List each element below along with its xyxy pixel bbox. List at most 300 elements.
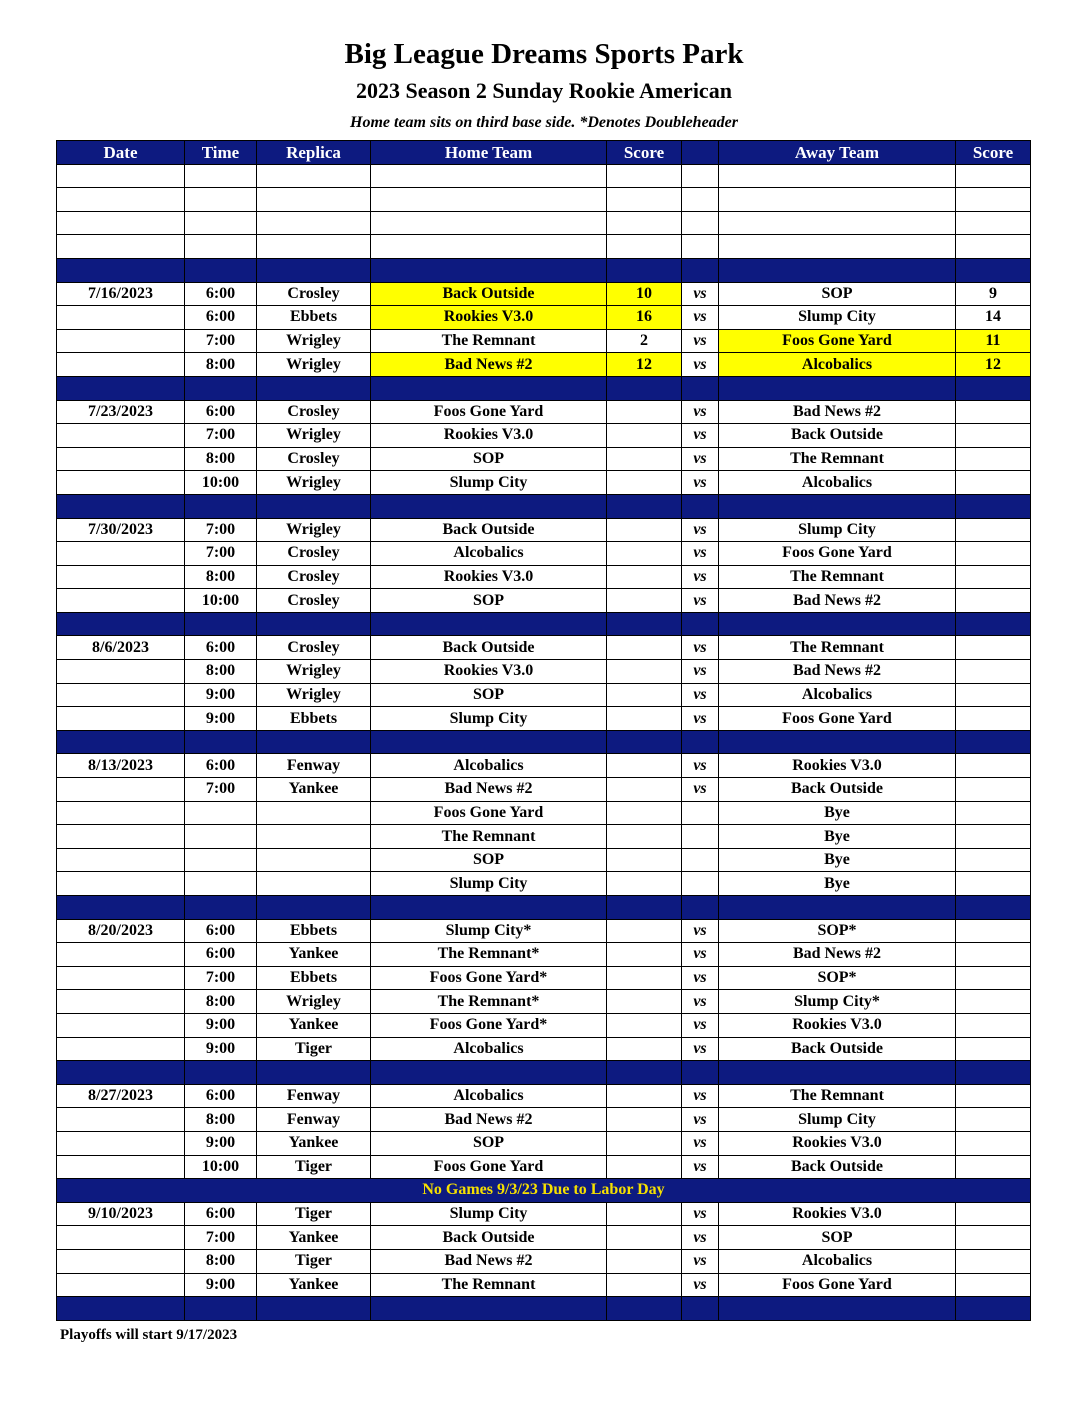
time-cell: 9:00 bbox=[185, 1131, 257, 1155]
empty-cell bbox=[719, 188, 956, 212]
date-cell bbox=[57, 872, 185, 896]
away-team-cell: Rookies V3.0 bbox=[719, 1013, 956, 1037]
separator-cell bbox=[185, 1061, 257, 1085]
away-score-cell bbox=[956, 683, 1031, 707]
date-cell bbox=[57, 1108, 185, 1132]
labor-day-notice: No Games 9/3/23 Due to Labor Day bbox=[57, 1179, 1031, 1203]
home-score-cell bbox=[607, 801, 682, 825]
separator-cell bbox=[682, 896, 719, 920]
home-score-cell bbox=[607, 707, 682, 731]
home-team-cell: Back Outside bbox=[371, 636, 607, 660]
vs-cell: vs bbox=[682, 589, 719, 613]
separator-cell bbox=[682, 494, 719, 518]
home-score-cell bbox=[607, 990, 682, 1014]
away-score-cell bbox=[956, 542, 1031, 566]
date-cell bbox=[57, 353, 185, 377]
vs-cell: vs bbox=[682, 919, 719, 943]
away-score-cell bbox=[956, 400, 1031, 424]
home-team-cell: Slump City bbox=[371, 707, 607, 731]
home-score-cell bbox=[607, 966, 682, 990]
empty-cell bbox=[57, 211, 185, 235]
vs-cell: vs bbox=[682, 1037, 719, 1061]
home-score-cell bbox=[607, 1037, 682, 1061]
vs-cell: vs bbox=[682, 683, 719, 707]
home-team-cell: SOP bbox=[371, 447, 607, 471]
time-cell: 7:00 bbox=[185, 424, 257, 448]
week-separator-row bbox=[57, 612, 1031, 636]
home-team-cell: Bad News #2 bbox=[371, 353, 607, 377]
time-cell bbox=[185, 872, 257, 896]
empty-cell bbox=[257, 188, 371, 212]
away-team-cell: Alcobalics bbox=[719, 683, 956, 707]
away-team-cell: Back Outside bbox=[719, 1155, 956, 1179]
replica-cell: Fenway bbox=[257, 754, 371, 778]
replica-cell: Yankee bbox=[257, 778, 371, 802]
replica-cell: Wrigley bbox=[257, 424, 371, 448]
date-cell bbox=[57, 1226, 185, 1250]
away-team-cell: Slump City bbox=[719, 306, 956, 330]
empty-cell bbox=[371, 235, 607, 259]
empty-cell bbox=[956, 235, 1031, 259]
time-cell: 6:00 bbox=[185, 754, 257, 778]
away-score-cell bbox=[956, 1108, 1031, 1132]
empty-row bbox=[57, 164, 1031, 188]
game-row bbox=[57, 565, 1031, 589]
empty-cell bbox=[956, 164, 1031, 188]
replica-cell: Ebbets bbox=[257, 966, 371, 990]
replica-cell: Wrigley bbox=[257, 471, 371, 495]
separator-cell bbox=[956, 612, 1031, 636]
date-cell bbox=[57, 424, 185, 448]
vs-cell: vs bbox=[682, 1013, 719, 1037]
vs-cell: vs bbox=[682, 1131, 719, 1155]
col-date-header: Date bbox=[57, 141, 185, 165]
replica-cell bbox=[257, 825, 371, 849]
separator-cell bbox=[682, 1297, 719, 1321]
home-team-cell: The Remnant* bbox=[371, 943, 607, 967]
away-team-cell: Alcobalics bbox=[719, 1249, 956, 1273]
home-score-cell bbox=[607, 1084, 682, 1108]
game-row bbox=[57, 471, 1031, 495]
time-cell bbox=[185, 801, 257, 825]
away-score-cell bbox=[956, 778, 1031, 802]
away-score-cell bbox=[956, 471, 1031, 495]
col-time-header: Time bbox=[185, 141, 257, 165]
home-score-cell bbox=[607, 1108, 682, 1132]
home-score-cell bbox=[607, 1249, 682, 1273]
away-score-cell bbox=[956, 919, 1031, 943]
page-subtitle: 2023 Season 2 Sunday Rookie American bbox=[356, 78, 732, 103]
replica-cell: Wrigley bbox=[257, 660, 371, 684]
home-score-cell bbox=[607, 1226, 682, 1250]
replica-cell: Yankee bbox=[257, 1013, 371, 1037]
replica-cell: Crosley bbox=[257, 565, 371, 589]
time-cell: 6:00 bbox=[185, 282, 257, 306]
empty-cell bbox=[607, 188, 682, 212]
away-team-cell: Foos Gone Yard bbox=[719, 707, 956, 731]
away-team-cell: Slump City* bbox=[719, 990, 956, 1014]
away-score-cell bbox=[956, 966, 1031, 990]
vs-cell bbox=[682, 872, 719, 896]
away-team-cell: SOP* bbox=[719, 919, 956, 943]
away-score-cell bbox=[956, 1131, 1031, 1155]
replica-cell: Ebbets bbox=[257, 306, 371, 330]
empty-cell bbox=[371, 211, 607, 235]
empty-cell bbox=[607, 211, 682, 235]
empty-cell bbox=[682, 235, 719, 259]
game-row bbox=[57, 400, 1031, 424]
time-cell: 7:00 bbox=[185, 1226, 257, 1250]
time-cell: 8:00 bbox=[185, 1249, 257, 1273]
away-score-cell bbox=[956, 660, 1031, 684]
home-team-cell: Alcobalics bbox=[371, 1084, 607, 1108]
game-row bbox=[57, 990, 1031, 1014]
away-team-cell: Foos Gone Yard bbox=[719, 542, 956, 566]
empty-row bbox=[57, 188, 1031, 212]
separator-cell bbox=[185, 258, 257, 282]
home-score-cell bbox=[607, 636, 682, 660]
game-row bbox=[57, 1202, 1031, 1226]
home-score-cell bbox=[607, 1202, 682, 1226]
time-cell: 9:00 bbox=[185, 1037, 257, 1061]
home-score-cell bbox=[607, 471, 682, 495]
separator-cell bbox=[682, 730, 719, 754]
home-team-cell: Foos Gone Yard bbox=[371, 1155, 607, 1179]
time-cell: 9:00 bbox=[185, 1273, 257, 1297]
time-cell: 6:00 bbox=[185, 1202, 257, 1226]
home-team-cell: SOP bbox=[371, 1131, 607, 1155]
separator-cell bbox=[607, 612, 682, 636]
separator-cell bbox=[257, 1061, 371, 1085]
date-cell bbox=[57, 801, 185, 825]
home-team-cell: Rookies V3.0 bbox=[371, 660, 607, 684]
away-team-cell: Slump City bbox=[719, 1108, 956, 1132]
home-team-cell: Slump City bbox=[371, 1202, 607, 1226]
separator-cell bbox=[719, 612, 956, 636]
game-row bbox=[57, 518, 1031, 542]
replica-cell: Wrigley bbox=[257, 683, 371, 707]
replica-cell: Crosley bbox=[257, 282, 371, 306]
away-team-cell: Bye bbox=[719, 825, 956, 849]
game-row bbox=[57, 848, 1031, 872]
away-score-cell bbox=[956, 990, 1031, 1014]
home-score-cell bbox=[607, 447, 682, 471]
replica-cell: Crosley bbox=[257, 447, 371, 471]
home-team-cell: SOP bbox=[371, 589, 607, 613]
empty-cell bbox=[371, 188, 607, 212]
separator-cell bbox=[956, 730, 1031, 754]
replica-cell: Crosley bbox=[257, 636, 371, 660]
separator-cell bbox=[956, 494, 1031, 518]
home-score-cell: 12 bbox=[607, 353, 682, 377]
week-separator-row bbox=[57, 376, 1031, 400]
separator-cell bbox=[185, 896, 257, 920]
vs-cell bbox=[682, 848, 719, 872]
home-team-cell: Foos Gone Yard bbox=[371, 801, 607, 825]
separator-cell bbox=[719, 730, 956, 754]
away-score-cell bbox=[956, 589, 1031, 613]
home-team-cell: Alcobalics bbox=[371, 754, 607, 778]
separator-cell bbox=[371, 896, 607, 920]
vs-cell: vs bbox=[682, 1084, 719, 1108]
separator-cell bbox=[956, 1061, 1031, 1085]
time-cell: 9:00 bbox=[185, 1013, 257, 1037]
separator-cell bbox=[371, 1061, 607, 1085]
separator-cell bbox=[607, 258, 682, 282]
home-score-cell bbox=[607, 424, 682, 448]
date-cell bbox=[57, 683, 185, 707]
away-team-cell: Rookies V3.0 bbox=[719, 754, 956, 778]
home-team-cell: The Remnant bbox=[371, 825, 607, 849]
week-separator-row bbox=[57, 896, 1031, 920]
game-row bbox=[57, 1155, 1031, 1179]
away-score-cell bbox=[956, 424, 1031, 448]
away-score-cell bbox=[956, 707, 1031, 731]
away-score-cell bbox=[956, 1013, 1031, 1037]
time-cell: 6:00 bbox=[185, 636, 257, 660]
table-header-row bbox=[57, 141, 1031, 165]
empty-row bbox=[57, 211, 1031, 235]
away-score-cell bbox=[956, 825, 1031, 849]
replica-cell: Yankee bbox=[257, 1131, 371, 1155]
away-team-cell: The Remnant bbox=[719, 636, 956, 660]
game-row bbox=[57, 1013, 1031, 1037]
empty-cell bbox=[257, 164, 371, 188]
time-cell: 10:00 bbox=[185, 589, 257, 613]
week-separator-row bbox=[57, 1297, 1031, 1321]
time-cell bbox=[185, 848, 257, 872]
home-team-cell: Bad News #2 bbox=[371, 1108, 607, 1132]
vs-cell: vs bbox=[682, 471, 719, 495]
vs-cell: vs bbox=[682, 636, 719, 660]
away-score-cell bbox=[956, 801, 1031, 825]
date-cell bbox=[57, 943, 185, 967]
separator-cell bbox=[371, 376, 607, 400]
home-score-cell bbox=[607, 943, 682, 967]
vs-cell bbox=[682, 801, 719, 825]
schedule-body bbox=[57, 164, 1031, 1320]
away-score-cell bbox=[956, 565, 1031, 589]
date-cell: 9/10/2023 bbox=[57, 1202, 185, 1226]
replica-cell bbox=[257, 872, 371, 896]
date-cell: 7/16/2023 bbox=[57, 282, 185, 306]
date-cell bbox=[57, 778, 185, 802]
replica-cell: Yankee bbox=[257, 1226, 371, 1250]
home-team-cell: Foos Gone Yard* bbox=[371, 966, 607, 990]
game-row bbox=[57, 306, 1031, 330]
away-team-cell: Foos Gone Yard bbox=[719, 1273, 956, 1297]
separator-cell bbox=[57, 258, 185, 282]
vs-cell bbox=[682, 825, 719, 849]
col-away-team-header: Away Team bbox=[719, 141, 956, 165]
vs-cell: vs bbox=[682, 1202, 719, 1226]
replica-cell: Ebbets bbox=[257, 707, 371, 731]
game-row bbox=[57, 329, 1031, 353]
replica-cell: Fenway bbox=[257, 1084, 371, 1108]
col-vs-header bbox=[682, 141, 719, 165]
home-score-cell bbox=[607, 872, 682, 896]
empty-cell bbox=[682, 164, 719, 188]
away-score-cell bbox=[956, 848, 1031, 872]
home-score-cell bbox=[607, 825, 682, 849]
home-team-cell: Bad News #2 bbox=[371, 778, 607, 802]
away-team-cell: Back Outside bbox=[719, 1037, 956, 1061]
vs-cell: vs bbox=[682, 1273, 719, 1297]
playoffs-note: Playoffs will start 9/17/2023 bbox=[60, 1327, 238, 1343]
date-cell bbox=[57, 1155, 185, 1179]
empty-cell bbox=[371, 164, 607, 188]
home-team-cell: Back Outside bbox=[371, 1226, 607, 1250]
time-cell: 8:00 bbox=[185, 1108, 257, 1132]
separator-cell bbox=[371, 612, 607, 636]
replica-cell: Yankee bbox=[257, 1273, 371, 1297]
home-score-cell: 2 bbox=[607, 329, 682, 353]
replica-cell: Wrigley bbox=[257, 329, 371, 353]
empty-cell bbox=[185, 211, 257, 235]
away-score-cell: 14 bbox=[956, 306, 1031, 330]
home-score-cell bbox=[607, 400, 682, 424]
home-team-cell: Alcobalics bbox=[371, 542, 607, 566]
home-score-cell bbox=[607, 1131, 682, 1155]
away-score-cell bbox=[956, 1155, 1031, 1179]
col-away-score-header: Score bbox=[956, 141, 1031, 165]
empty-cell bbox=[719, 211, 956, 235]
date-cell bbox=[57, 707, 185, 731]
game-row bbox=[57, 353, 1031, 377]
time-cell: 7:00 bbox=[185, 329, 257, 353]
time-cell: 9:00 bbox=[185, 683, 257, 707]
separator-cell bbox=[371, 494, 607, 518]
time-cell: 10:00 bbox=[185, 471, 257, 495]
game-row bbox=[57, 966, 1031, 990]
schedule-table bbox=[56, 140, 1031, 1321]
replica-cell: Ebbets bbox=[257, 919, 371, 943]
away-team-cell: Bad News #2 bbox=[719, 943, 956, 967]
away-team-cell: Back Outside bbox=[719, 424, 956, 448]
separator-cell bbox=[956, 376, 1031, 400]
home-score-cell bbox=[607, 660, 682, 684]
game-row bbox=[57, 919, 1031, 943]
home-score-cell bbox=[607, 778, 682, 802]
game-row bbox=[57, 447, 1031, 471]
home-team-cell: Rookies V3.0 bbox=[371, 306, 607, 330]
vs-cell: vs bbox=[682, 754, 719, 778]
game-row bbox=[57, 825, 1031, 849]
away-team-cell: Slump City bbox=[719, 518, 956, 542]
time-cell: 7:00 bbox=[185, 966, 257, 990]
replica-cell: Tiger bbox=[257, 1249, 371, 1273]
vs-cell: vs bbox=[682, 542, 719, 566]
empty-cell bbox=[956, 188, 1031, 212]
time-cell: 8:00 bbox=[185, 353, 257, 377]
empty-cell bbox=[682, 188, 719, 212]
separator-cell bbox=[371, 1297, 607, 1321]
date-cell bbox=[57, 1037, 185, 1061]
home-score-cell bbox=[607, 589, 682, 613]
home-team-cell: Rookies V3.0 bbox=[371, 424, 607, 448]
separator-cell bbox=[57, 1061, 185, 1085]
game-row bbox=[57, 707, 1031, 731]
home-score-cell bbox=[607, 565, 682, 589]
empty-cell bbox=[185, 235, 257, 259]
vs-cell: vs bbox=[682, 660, 719, 684]
home-score-cell bbox=[607, 542, 682, 566]
home-team-cell: Slump City bbox=[371, 471, 607, 495]
game-row bbox=[57, 542, 1031, 566]
separator-cell bbox=[371, 730, 607, 754]
time-cell: 8:00 bbox=[185, 565, 257, 589]
empty-cell bbox=[57, 164, 185, 188]
game-row bbox=[57, 1131, 1031, 1155]
time-cell: 7:00 bbox=[185, 518, 257, 542]
home-team-cell: The Remnant* bbox=[371, 990, 607, 1014]
separator-cell bbox=[185, 730, 257, 754]
empty-cell bbox=[57, 235, 185, 259]
separator-cell bbox=[719, 376, 956, 400]
time-cell: 6:00 bbox=[185, 400, 257, 424]
game-row bbox=[57, 872, 1031, 896]
date-cell bbox=[57, 471, 185, 495]
separator-cell bbox=[719, 1061, 956, 1085]
home-score-cell bbox=[607, 919, 682, 943]
game-row bbox=[57, 424, 1031, 448]
game-row bbox=[57, 801, 1031, 825]
schedule-note: Home team sits on third base side. *Denotes Doubleheader bbox=[350, 114, 738, 131]
date-cell: 8/20/2023 bbox=[57, 919, 185, 943]
week-separator-row bbox=[57, 494, 1031, 518]
separator-cell bbox=[57, 896, 185, 920]
away-team-cell: Rookies V3.0 bbox=[719, 1131, 956, 1155]
away-score-cell: 12 bbox=[956, 353, 1031, 377]
game-row bbox=[57, 660, 1031, 684]
game-row bbox=[57, 1084, 1031, 1108]
separator-cell bbox=[607, 1061, 682, 1085]
separator-cell bbox=[257, 896, 371, 920]
date-cell bbox=[57, 966, 185, 990]
empty-cell bbox=[57, 188, 185, 212]
time-cell: 6:00 bbox=[185, 1084, 257, 1108]
vs-cell: vs bbox=[682, 778, 719, 802]
time-cell: 9:00 bbox=[185, 707, 257, 731]
separator-cell bbox=[257, 376, 371, 400]
vs-cell: vs bbox=[682, 329, 719, 353]
separator-cell bbox=[682, 376, 719, 400]
col-home-score-header: Score bbox=[607, 141, 682, 165]
separator-cell bbox=[257, 1297, 371, 1321]
game-row bbox=[57, 1037, 1031, 1061]
date-cell bbox=[57, 329, 185, 353]
separator-cell bbox=[956, 258, 1031, 282]
separator-cell bbox=[185, 494, 257, 518]
date-cell: 7/23/2023 bbox=[57, 400, 185, 424]
home-team-cell: Foos Gone Yard bbox=[371, 400, 607, 424]
empty-cell bbox=[719, 164, 956, 188]
separator-cell bbox=[57, 1297, 185, 1321]
replica-cell bbox=[257, 801, 371, 825]
away-score-cell bbox=[956, 1226, 1031, 1250]
away-team-cell: Foos Gone Yard bbox=[719, 329, 956, 353]
empty-cell bbox=[185, 164, 257, 188]
empty-cell bbox=[257, 235, 371, 259]
replica-cell: Wrigley bbox=[257, 990, 371, 1014]
separator-cell bbox=[956, 1297, 1031, 1321]
home-score-cell bbox=[607, 518, 682, 542]
away-team-cell: The Remnant bbox=[719, 447, 956, 471]
away-team-cell: Bad News #2 bbox=[719, 589, 956, 613]
vs-cell: vs bbox=[682, 1249, 719, 1273]
away-team-cell: Bye bbox=[719, 848, 956, 872]
vs-cell: vs bbox=[682, 990, 719, 1014]
